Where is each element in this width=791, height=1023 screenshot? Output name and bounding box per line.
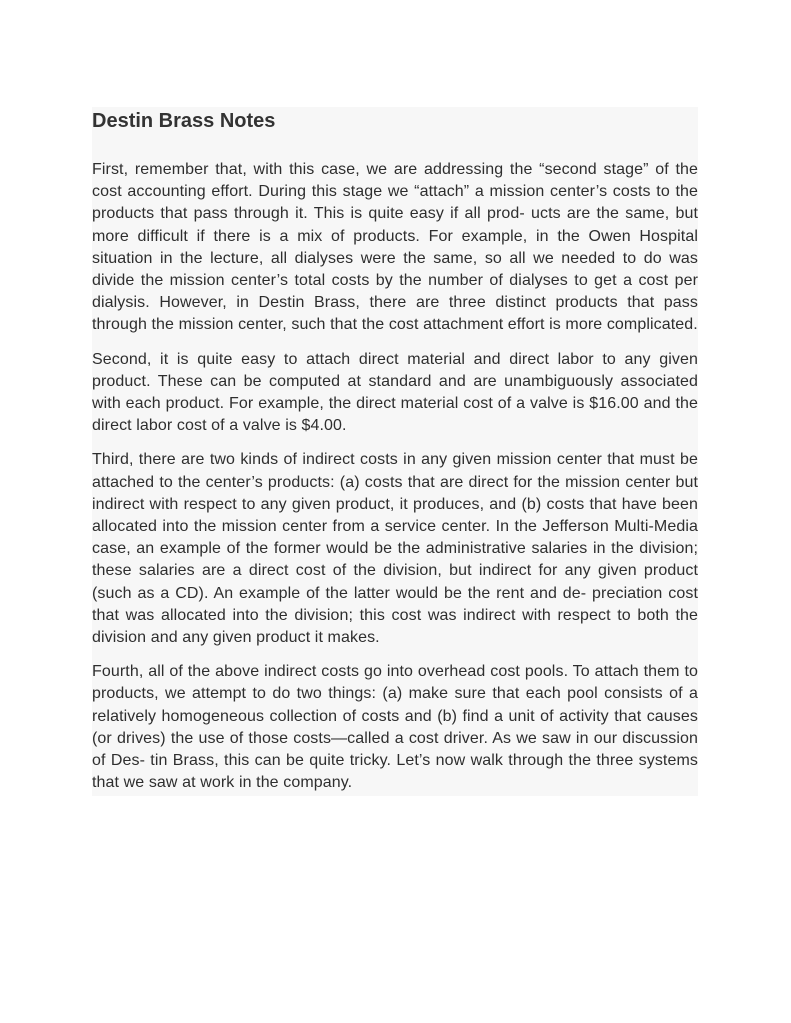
paragraph-fourth: Fourth, all of the above indirect costs go into overhead cost pools. To attach them to products, we attempt to do two things: (a) make sure that each pool consists of a relatively homogeneous collection of costs and (b) find a unit of activity that causes (or drives) the use of those costs—called a cost driver. As we saw in our discussion of Des- tin Brass, this can be quite tricky. Let’s now walk through the three systems that we saw at work in the company. xyxy=(92,663,698,792)
paragraph-third: Third, there are two kinds of indirect costs in any given mission center that must be attached to the center’s products: (a) costs that are direct for the mission center but indirect with respect to any given product, it produces, and (b) costs that have been allocated into the mission center from a service center. In the Jefferson Multi-Media case, an example of the former would be the administrative salaries in the division; these salaries are a direct cost of the division, but indirect for any given product (such as a CD). An example of the latter would be the rent and de- preciation cost that was allocated into the division; this cost was indirect with respect to both the division and any given product it makes. xyxy=(92,451,698,647)
document-title: Destin Brass Notes xyxy=(92,110,276,132)
document-body xyxy=(92,107,698,796)
paragraph-first: First, remember that, with this case, we are addressing the “second stage” of the cost accounting effort. During this stage we “attach” a mission center’s costs to the products that pass through it. This is quite easy if all prod- ucts are the same, but more difficult if there is a mix of products. For example, in the Owen Hospital situation in the lecture, all dialyses were the same, so all we needed to do was divide the mission center’s total costs by the number of dialyses to get a cost per dialysis. However, in Destin Brass, there are three distinct products that pass through the mission center, such that the cost attachment effort is more complicated. xyxy=(92,161,698,334)
paragraph-second: Second, it is quite easy to attach direct material and direct labor to any given product. These can be computed at standard and are unambiguously associated with each product. For example, the direct material cost of a valve is $16.00 and the direct labor cost of a valve is $4.00. xyxy=(92,350,698,435)
